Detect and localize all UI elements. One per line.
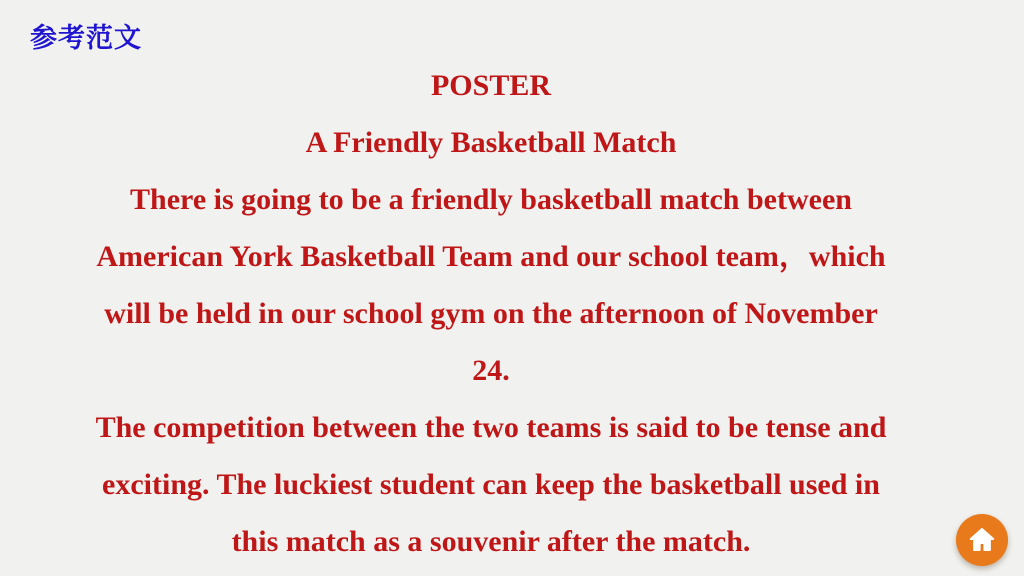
poster-body-line: There is going to be a friendly basketball match between — [130, 183, 852, 216]
home-button[interactable] — [956, 514, 1008, 566]
poster-body-line: exciting. The luckiest student can keep the basketball used in — [102, 468, 880, 501]
poster-body-line: American York Basketball Team and our school team，which — [96, 240, 886, 273]
poster-body-line: will be held in our school gym on the afternoon of November — [104, 297, 878, 330]
poster-body-line: The competition between the two teams is said to be tense and — [95, 411, 887, 444]
poster-text-block — [30, 57, 952, 570]
poster-body-line: 24. — [472, 354, 510, 387]
poster-title: POSTER — [430, 69, 552, 102]
reference-essay-label: 参考范文 — [30, 23, 142, 54]
home-icon — [967, 525, 997, 555]
poster-body-line: this match as a souvenir after the match. — [231, 525, 751, 558]
poster-heading: A Friendly Basketball Match — [305, 126, 677, 159]
